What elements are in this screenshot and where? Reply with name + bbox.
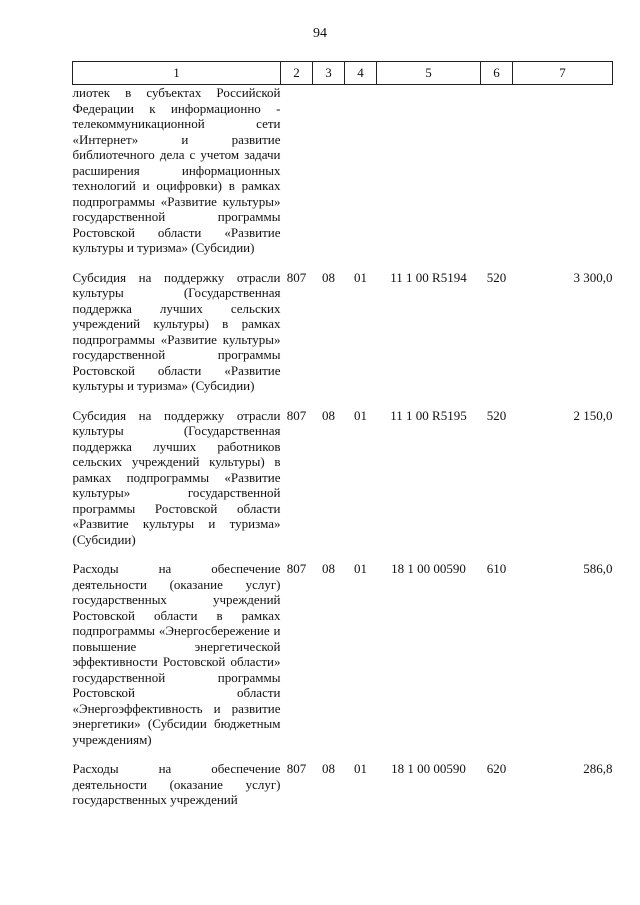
row-admin-code: 807 — [286, 407, 307, 423]
row-expense-type: 520 — [486, 407, 507, 423]
page-number: 94 — [313, 26, 327, 41]
row-description: Субсидия на поддержку отрасли культуры (Государственная поддержка лучших работников сельских учреждений культуры) в рамках подпрограммы «Развитие культуры» государственной программы Ростовской области «Развитие культуры и туризма» (Субсидии) — [72, 407, 281, 547]
row-admin-code: 807 — [286, 561, 307, 576]
table-row — [73, 561, 613, 747]
row-admin-code — [281, 85, 313, 256]
row-expense-type: 520 — [486, 269, 507, 285]
row-target-code: 18 1 00 00590 — [391, 761, 466, 776]
row-description: Расходы на обеспечение деятельности (оказание услуг) государственных учреждений Ростовской области в рамках подпрограммы «Энергосбережение и повышение энергетической эффективности Ростовской области» государственной программы Ростовской области «Энергоэффективность и развитие энергетики» (Субсидии бюджетным учреждениям) — [72, 561, 281, 747]
column-header-2: 2 — [281, 62, 313, 85]
row-amount: 3 300,0 — [573, 269, 613, 285]
row-description: лиотек в субъектах Российской Федерации к информационно - телекоммуникационной сети «Интернет» и развитие библиотечного дела с учетом задачи расширения информационных технологий и оцифровки) в рамках подпрограммы «Развитие культуры» государственной программы Ростовской области «Развитие культуры и туризма» (Субсидии) — [72, 85, 281, 255]
row-expense-type — [481, 85, 513, 256]
table-row — [73, 761, 613, 808]
row-amount: 586,0 — [583, 561, 613, 576]
row-section: 08 — [322, 561, 335, 576]
row-target-code: 18 1 00 00590 — [391, 561, 466, 576]
row-target-code — [377, 85, 481, 256]
row-subsection: 01 — [354, 407, 367, 423]
table-row — [73, 85, 613, 256]
row-section — [313, 85, 345, 256]
row-spacer — [73, 747, 613, 761]
row-description: Расходы на обеспечение деятельности (оказание услуг) государственных учреждений — [72, 761, 281, 807]
row-expense-type: 620 — [486, 761, 507, 776]
column-header-7: 7 — [513, 62, 613, 85]
row-amount — [513, 85, 613, 256]
table-row — [73, 270, 613, 394]
row-admin-code: 807 — [286, 269, 307, 285]
column-header-1: 1 — [73, 62, 281, 85]
header-row — [73, 62, 613, 85]
row-subsection: 01 — [354, 761, 367, 776]
budget-table — [72, 61, 613, 808]
row-subsection — [345, 85, 377, 256]
column-header-3: 3 — [313, 62, 345, 85]
row-spacer — [73, 547, 613, 561]
row-section: 08 — [322, 269, 335, 285]
row-spacer — [73, 394, 613, 408]
row-target-code: 11 1 00 R5195 — [390, 407, 467, 423]
column-header-4: 4 — [345, 62, 377, 85]
row-target-code: 11 1 00 R5194 — [390, 269, 467, 285]
row-section: 08 — [322, 407, 335, 423]
row-subsection: 01 — [354, 269, 367, 285]
row-expense-type: 610 — [486, 561, 507, 576]
row-admin-code: 807 — [286, 761, 307, 776]
row-amount: 286,8 — [583, 761, 613, 776]
row-amount: 2 150,0 — [573, 407, 613, 423]
row-spacer — [73, 256, 613, 270]
column-header-6: 6 — [481, 62, 513, 85]
row-subsection: 01 — [354, 561, 367, 576]
row-section: 08 — [322, 761, 335, 776]
column-header-5: 5 — [377, 62, 481, 85]
row-description: Субсидия на поддержку отрасли культуры (Государственная поддержка лучших сельских учреждений культуры) в рамках подпрограммы «Развитие культуры» государственной программы Ростовской области «Развитие культуры и туризма» (Субсидии) — [72, 269, 281, 393]
table-row — [73, 408, 613, 548]
